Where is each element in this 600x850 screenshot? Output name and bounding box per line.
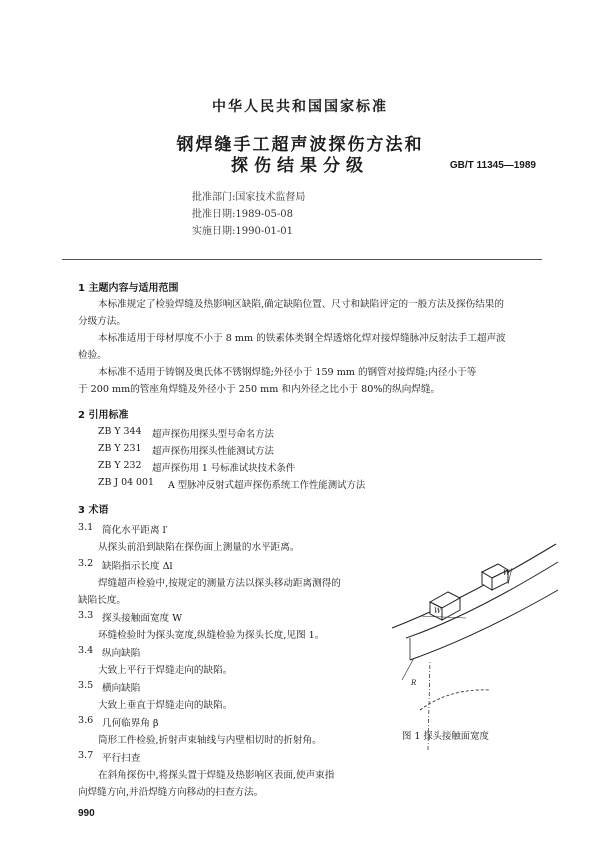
section-3-heading: 3 术语 <box>78 505 109 516</box>
ref-code: ZB J 04 001 <box>98 477 154 488</box>
ref-code: ZB Y 344 <box>98 426 142 437</box>
term-desc: 从探头前沿到缺陷在探伤面上测量的水平距离。 <box>98 542 300 553</box>
section-1-heading: 1 主题内容与适用范围 <box>78 283 179 294</box>
term-desc: 环缝检验时为探头宽度,纵缝检验为探头长度,见图 1。 <box>98 630 325 641</box>
approval-dept: 批准部门:国家技术监督局 <box>192 192 306 203</box>
s1-p3-line2: 于 200 mm的管座角焊缝及外径小于 250 mm 和内外径之比小于 80%的纵向焊缝。 <box>78 384 441 395</box>
term-desc: 焊缝超声检验中,按规定的测量方法以探头移动距离测得的 <box>98 578 341 589</box>
term-name: 缺陷指示长度 Δl <box>102 561 173 572</box>
document-title-line1: 钢焊缝手工超声波探伤方法和 <box>176 135 424 155</box>
figure-label-w: W <box>503 569 511 577</box>
term-name: 横向缺陷 <box>102 683 141 694</box>
term-name: 平行扫查 <box>102 753 141 764</box>
ref-title: 超声探伤用探头性能测试方法 <box>152 446 274 457</box>
s1-p2-line2: 检验。 <box>78 350 107 361</box>
term-name: 纵向缺陷 <box>102 648 141 659</box>
standard-number: GB/T 11345—1989 <box>449 160 536 171</box>
term-name: 探头接触面宽度 W <box>102 613 183 624</box>
document-title-line2: 探伤结果分级 <box>231 156 369 176</box>
term-number: 3.7 <box>78 750 94 761</box>
term-name: 简化水平距离 l′ <box>102 525 168 536</box>
term-desc: 大致上垂直于焊缝走向的缺陷。 <box>98 700 233 711</box>
term-number: 3.5 <box>78 680 94 691</box>
term-number: 3.6 <box>78 715 94 726</box>
term-name: 几何临界角 β <box>102 718 159 729</box>
ref-code: ZB Y 232 <box>98 460 142 471</box>
term-desc: 大致上平行于焊缝走向的缺陷。 <box>98 665 233 676</box>
ref-code: ZB Y 231 <box>98 443 142 454</box>
figure-probe-contact-width <box>390 540 560 755</box>
s1-p2-line1: 本标准适用于母材厚度不小于 8 mm 的铁素体类钢全焊透熔化焊对接焊缝脉冲反射法手工超声波 <box>98 333 506 344</box>
term-number: 3.3 <box>78 610 94 621</box>
figure-label-w: W <box>434 607 442 615</box>
term-desc-cont: 缺陷长度。 <box>78 595 126 606</box>
approval-date: 批准日期:1989-05-08 <box>192 209 294 220</box>
term-desc-cont: 向焊缝方向,并沿焊缝方向移动的扫查方法。 <box>78 787 264 798</box>
term-number: 3.2 <box>78 558 94 569</box>
term-desc: 在斜角探伤中,将探头置于焊缝及热影响区表面,使声束指 <box>98 770 335 781</box>
effective-date: 实施日期:1990-01-01 <box>192 226 294 237</box>
term-desc: 筒形工件检验,折射声束轴线与内壁相切时的折射角。 <box>98 735 322 746</box>
term-number: 3.4 <box>78 645 94 656</box>
section-2-heading: 2 引用标准 <box>78 410 129 421</box>
page-number: 990 <box>78 808 95 819</box>
s1-p3-line1: 本标准不适用于铸钢及奥氏体不锈钢焊缝;外径小于 159 mm 的钢管对接焊缝;内径小于等 <box>98 367 477 378</box>
ref-title: 超声探伤用探头型号命名方法 <box>152 429 274 440</box>
s1-p1-line1: 本标准规定了检验焊缝及热影响区缺陷,确定缺陷位置、尺寸和缺陷评定的一般方法及探伤结果的 <box>98 299 504 310</box>
figure-label-r: R <box>411 679 417 687</box>
term-number: 3.1 <box>78 522 94 533</box>
header-divider <box>62 259 542 260</box>
ref-title: A 型脉冲反射式超声探伤系统工作性能测试方法 <box>168 480 366 491</box>
ref-title: 超声探伤用 1 号标准试块技术条件 <box>152 463 296 474</box>
figure-caption: 图 1 探头接触面宽度 <box>402 731 489 742</box>
s1-p1-line2: 分级方法。 <box>78 316 126 327</box>
issuing-body: 中华人民共和国国家标准 <box>212 99 388 115</box>
